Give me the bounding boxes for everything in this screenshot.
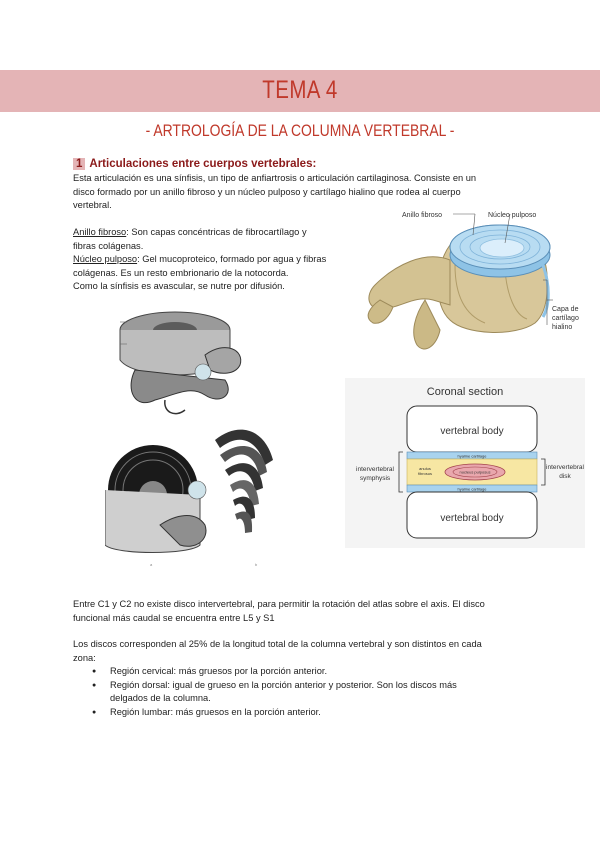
list-item-dorsal: ● Región dorsal: igual de grueso en la porción anterior y posterior. Son los discos más delgados de la columna.	[92, 679, 490, 706]
disk-label-1: intervertebral	[546, 464, 584, 471]
anillo-term: Anillo fibroso	[73, 227, 127, 237]
hyaline-bottom-label: hyaline cartilage	[457, 486, 487, 492]
anillo-text: : Son capas concéntricas de fibrocartílago y	[126, 227, 307, 237]
hyaline-top-label: hyaline cartilage	[457, 453, 487, 459]
nucleo-definition	[73, 253, 373, 267]
intro-line: Esta articulación es una sínfisis, un tipo de anfiartrosis o articulación cartilaginosa. Consiste en un	[73, 173, 477, 183]
c1-c2-line: Entre C1 y C2 no existe disco intervertebral, para permitir la rotación del atlas sobre el axis. El disco	[73, 599, 485, 609]
symphysis-label-2: symphysis	[359, 475, 391, 482]
disk-label-2: disk	[559, 473, 571, 480]
disc-illustration	[355, 205, 585, 360]
list-item-lumbar: ● Región lumbar: más gruesos en la porción anterior.	[92, 706, 512, 720]
nucleus-label: nucleus pulposus	[459, 469, 491, 475]
label-nucleo: Núcleo pulposo	[488, 212, 537, 219]
label-cartilago: cartílago	[552, 315, 579, 322]
label-capa: Capa de	[552, 306, 579, 313]
section-number: 1	[73, 158, 85, 170]
section-heading	[73, 158, 316, 170]
nucleo-term: Núcleo pulposo	[73, 254, 138, 265]
vertebra-sketches	[105, 300, 280, 570]
list-item-cervical: ● Región cervical: más gruesos por la porción anterior.	[92, 665, 512, 679]
annulus-label-2: fibrosus	[417, 471, 433, 476]
annulus-label-1: anulus	[419, 466, 431, 471]
anillo-definition	[73, 226, 373, 240]
sketch-mark-a: a	[150, 562, 153, 567]
section-heading-text: Articulaciones entre cuerpos vertebrales:	[89, 158, 317, 170]
label-anillo: Anillo fibroso	[402, 212, 443, 219]
avascular-note: Como la sínfisis es avascular, se nutre por difusión.	[73, 281, 285, 292]
coronal-title: Coronal section	[426, 386, 504, 398]
page-subtitle: - ARTROLOGÍA DE LA COLUMNA VERTEBRAL -	[145, 121, 455, 140]
c1-c2-line: funcional más caudal se encuentra entre L5 y S1	[73, 612, 275, 623]
nucleo-definition-cont: colágenas. Es un resto embrionario de la notocorda.	[73, 267, 289, 278]
definitions-block	[73, 226, 373, 294]
regions-list	[92, 665, 512, 719]
symphysis-label-1: intervertebral	[356, 466, 394, 473]
bottom-vertebral-body: vertebral body	[440, 513, 504, 524]
nucleo-text: : Gel mucoproteico, formado por agua y fibras	[137, 254, 327, 265]
c1-c2-paragraph	[73, 598, 543, 625]
intro-line: disco formado por un anillo fibroso y un núcleo pulposo y cartílago hialino que rodea al cuerpo	[73, 186, 461, 197]
top-vertebral-body: vertebral body	[440, 426, 504, 437]
discos-line: Los discos corresponden al 25% de la longitud total de la columna vertebral y son distintos en cada	[73, 639, 482, 649]
label-hialino: hialino	[552, 324, 573, 331]
discos-line: zona:	[73, 652, 96, 663]
anillo-definition-cont: fibras colágenas.	[73, 240, 144, 251]
page-title: TEMA 4	[262, 76, 338, 104]
discos-paragraph	[73, 638, 543, 665]
sketch-mark-b: b	[255, 562, 258, 567]
intro-line: vertebral.	[73, 200, 112, 211]
coronal-section-diagram	[345, 378, 585, 548]
